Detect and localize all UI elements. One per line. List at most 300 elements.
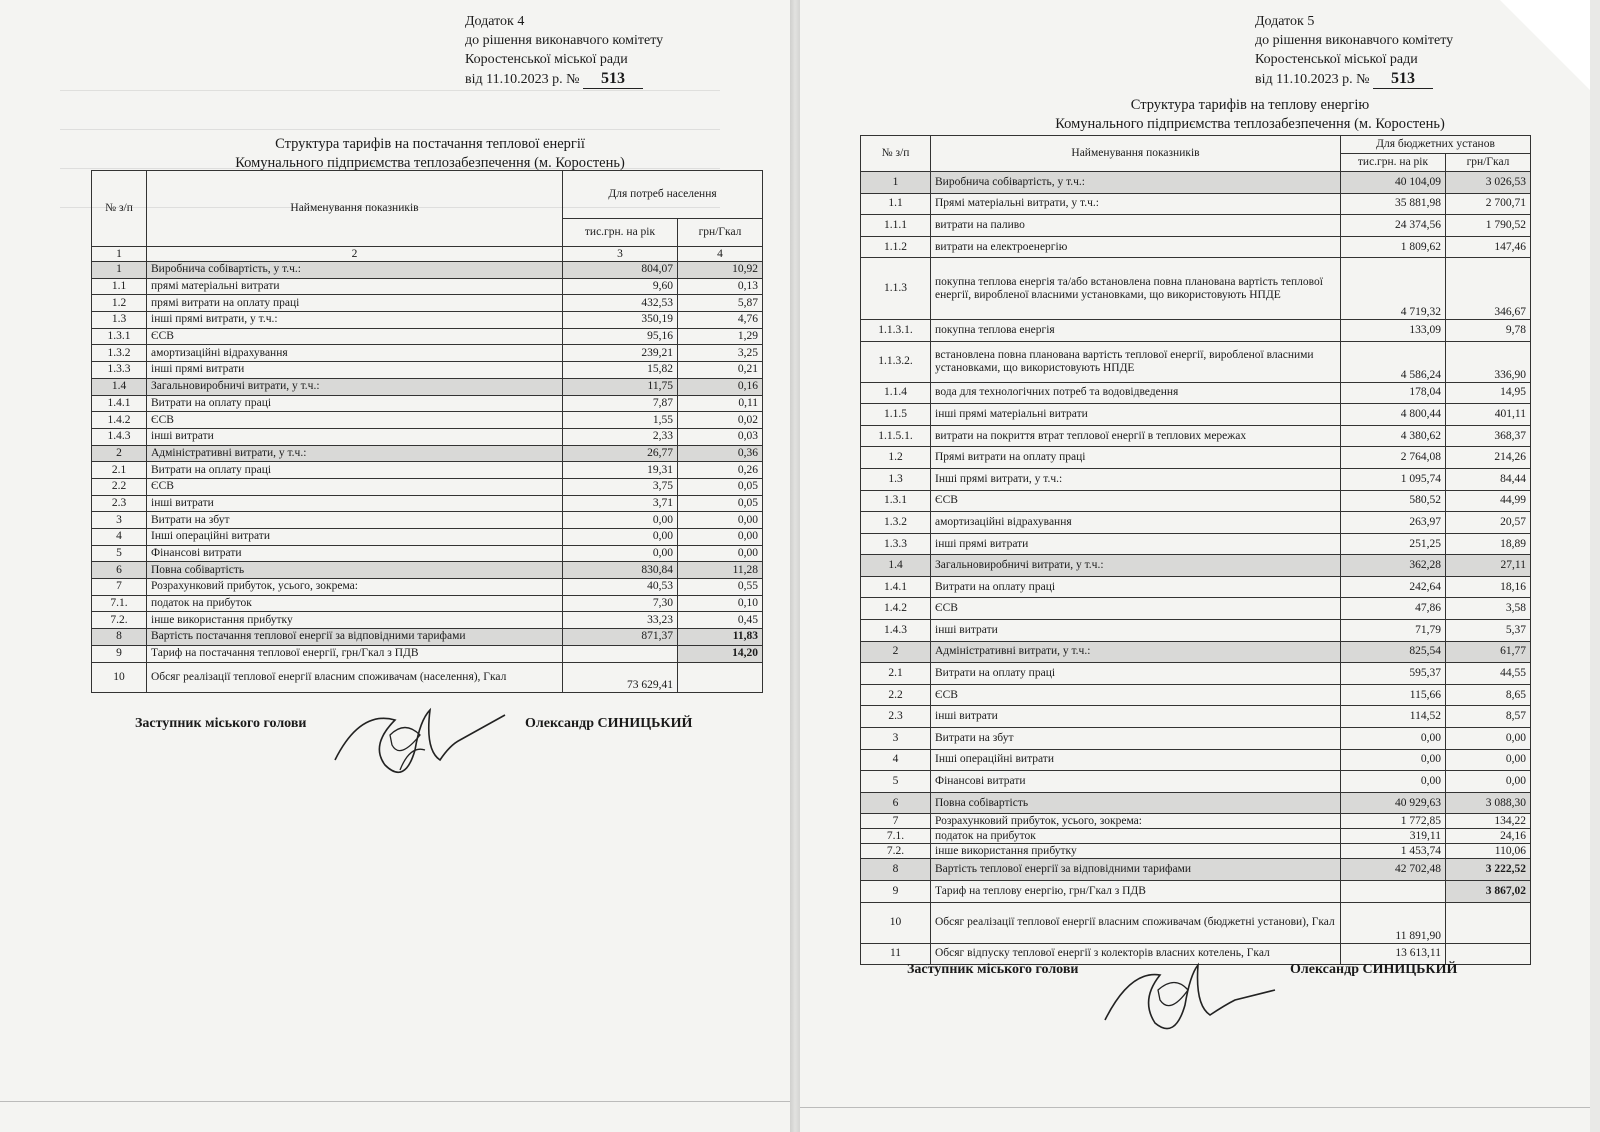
row-value-tis: 40,53 — [563, 579, 678, 596]
row-value-tis: 42 702,48 — [1341, 859, 1446, 881]
appendix-label: Додаток 4 — [465, 14, 525, 29]
row-value-grn: 0,05 — [678, 478, 763, 495]
row-name: витрати на паливо — [931, 215, 1341, 237]
row-value-grn: 1,29 — [678, 328, 763, 345]
row-number: 1.1.3 — [861, 258, 931, 320]
row-number: 6 — [92, 562, 147, 579]
row-value-tis: 0,00 — [563, 529, 678, 546]
row-number: 1.4.1 — [92, 395, 147, 412]
row-value-grn: 20,57 — [1446, 512, 1531, 534]
row-name: Повна собівартість — [931, 792, 1341, 814]
row-value-tis: 133,09 — [1341, 319, 1446, 341]
table-row — [861, 576, 1531, 598]
signature-name: Олександр СИНИЦЬКИЙ — [1290, 962, 1458, 977]
row-value-tis: 33,23 — [563, 612, 678, 629]
row-value-grn: 61,77 — [1446, 641, 1531, 663]
col-header-grn: грн/Гкал — [678, 219, 763, 247]
row-value-tis: 73 629,41 — [563, 662, 678, 692]
title-line2: Комунального підприємства теплозабезпечення (м. Коростень) — [1055, 116, 1445, 132]
row-value-grn — [678, 662, 763, 692]
decision-date: від 11.10.2023 р. № — [1255, 72, 1370, 87]
appendix-line2: до рішення виконавчого комітету — [1255, 33, 1454, 48]
row-value-tis: 1 095,74 — [1341, 468, 1446, 490]
row-value-tis: 178,04 — [1341, 382, 1446, 404]
row-value-tis: 242,64 — [1341, 576, 1446, 598]
row-value-tis: 7,87 — [563, 395, 678, 412]
table-row — [92, 378, 763, 395]
table-row — [92, 428, 763, 445]
row-value-tis: 1,55 — [563, 412, 678, 429]
row-name: Вартість постачання теплової енергії за відповідними тарифами — [147, 629, 563, 646]
row-number: 8 — [92, 629, 147, 646]
row-value-tis: 4 800,44 — [1341, 404, 1446, 426]
row-number: 1.4.2 — [92, 412, 147, 429]
row-name: Обсяг реалізації теплової енергії власним споживачам (населення), Гкал — [147, 662, 563, 692]
row-name: інші прямі витрати, у т.ч.: — [147, 312, 563, 329]
tariff-table-budget — [860, 135, 1531, 965]
table-row — [92, 445, 763, 462]
row-value-tis: 0,00 — [563, 545, 678, 562]
table-row — [92, 545, 763, 562]
row-value-tis: 15,82 — [563, 362, 678, 379]
table-row — [92, 562, 763, 579]
page-fold — [790, 0, 800, 1132]
row-value-tis: 35 881,98 — [1341, 193, 1446, 215]
row-name: Фінансові витрати — [147, 545, 563, 562]
row-name: прямі витрати на оплату праці — [147, 295, 563, 312]
left-page — [0, 0, 790, 1132]
handwritten-signature-left — [330, 690, 510, 790]
title-line2: Комунального підприємства теплозабезпечення (м. Коростень) — [235, 155, 625, 171]
col-index-3: 3 — [563, 247, 678, 262]
col-header-number: № з/п — [92, 171, 147, 247]
row-value-grn: 0,00 — [678, 512, 763, 529]
row-value-grn: 147,46 — [1446, 236, 1531, 258]
row-value-grn: 0,13 — [678, 278, 763, 295]
row-number: 2 — [861, 641, 931, 663]
tariff-table-population — [91, 170, 763, 693]
col-index-4: 4 — [678, 247, 763, 262]
row-number: 1 — [92, 262, 147, 279]
row-name: Виробнича собівартість, у т.ч.: — [931, 172, 1341, 194]
table-row — [92, 512, 763, 529]
row-value-tis: 362,28 — [1341, 555, 1446, 577]
table-row — [92, 595, 763, 612]
table-row — [861, 706, 1531, 728]
row-number: 1 — [861, 172, 931, 194]
row-name: інше використання прибутку — [931, 844, 1341, 859]
table-row — [861, 844, 1531, 859]
row-value-tis: 71,79 — [1341, 620, 1446, 642]
row-value-tis: 11 891,90 — [1341, 902, 1446, 943]
row-name: Витрати на оплату праці — [147, 462, 563, 479]
row-name: Виробнича собівартість, у т.ч.: — [147, 262, 563, 279]
row-value-tis: 804,07 — [563, 262, 678, 279]
row-value-grn: 4,76 — [678, 312, 763, 329]
row-value-tis: 350,19 — [563, 312, 678, 329]
table-row — [861, 620, 1531, 642]
row-value-grn: 44,99 — [1446, 490, 1531, 512]
table-row — [861, 902, 1531, 943]
appendix-label: Додаток 5 — [1255, 14, 1315, 29]
row-number: 1.2 — [861, 447, 931, 469]
table-row — [861, 447, 1531, 469]
title-line1: Структура тарифів на постачання теплової енергії — [275, 136, 585, 152]
row-number: 2.3 — [861, 706, 931, 728]
row-number: 4 — [92, 529, 147, 546]
col-header-number: № з/п — [861, 136, 931, 172]
row-value-tis: 40 929,63 — [1341, 792, 1446, 814]
row-number: 1.4.3 — [92, 428, 147, 445]
folded-corner — [1500, 0, 1590, 90]
row-name: Розрахунковий прибуток, усього, зокрема: — [147, 579, 563, 596]
col-header-group: Для бюджетних установ — [1341, 136, 1531, 154]
row-name: Витрати на оплату праці — [931, 663, 1341, 685]
row-value-grn: 401,11 — [1446, 404, 1531, 426]
row-number: 1.3.1 — [92, 328, 147, 345]
row-name: ЄСВ — [147, 478, 563, 495]
signature-name: Олександр СИНИЦЬКИЙ — [525, 716, 693, 731]
table-row — [861, 829, 1531, 844]
row-value-grn — [1446, 902, 1531, 943]
row-value-tis: 4 719,32 — [1341, 258, 1446, 320]
row-name: Загальновиробничі витрати, у т.ч.: — [147, 378, 563, 395]
row-name: ЄСВ — [931, 490, 1341, 512]
row-value-tis: 7,30 — [563, 595, 678, 612]
row-value-grn: 0,26 — [678, 462, 763, 479]
row-name: інші прямі витрати — [147, 362, 563, 379]
table-row — [92, 362, 763, 379]
row-number: 7 — [861, 814, 931, 829]
row-value-grn: 10,92 — [678, 262, 763, 279]
col-header-group: Для потреб населення — [563, 171, 763, 219]
row-value-tis: 114,52 — [1341, 706, 1446, 728]
row-value-grn: 5,37 — [1446, 620, 1531, 642]
row-value-grn: 24,16 — [1446, 829, 1531, 844]
row-number: 1.1 — [861, 193, 931, 215]
table-row — [861, 814, 1531, 829]
handwritten-signature-right — [1100, 945, 1280, 1045]
row-number: 1.3.3 — [92, 362, 147, 379]
row-value-tis: 9,60 — [563, 278, 678, 295]
row-number: 1.4 — [92, 378, 147, 395]
row-value-tis: 871,37 — [563, 629, 678, 646]
row-number: 1.3 — [861, 468, 931, 490]
row-number: 1.1.3.1. — [861, 319, 931, 341]
col-header-name: Найменування показників — [147, 171, 563, 247]
row-name: Інші прямі витрати, у т.ч.: — [931, 468, 1341, 490]
row-number: 4 — [861, 749, 931, 771]
table-row — [861, 641, 1531, 663]
row-name: Фінансові витрати — [931, 771, 1341, 793]
row-number: 5 — [92, 545, 147, 562]
row-number: 2.1 — [861, 663, 931, 685]
row-number: 2.3 — [92, 495, 147, 512]
row-value-tis: 2,33 — [563, 428, 678, 445]
row-value-grn: 27,11 — [1446, 555, 1531, 577]
signature-role: Заступник міського голови — [135, 716, 307, 731]
row-number: 1.3.3 — [861, 533, 931, 555]
table-row — [861, 382, 1531, 404]
row-value-tis — [563, 645, 678, 662]
row-number: 2.1 — [92, 462, 147, 479]
title-line1: Структура тарифів на теплову енергію — [1130, 97, 1370, 113]
row-name: амортизаційні відрахування — [147, 345, 563, 362]
row-value-grn: 18,89 — [1446, 533, 1531, 555]
row-name: податок на прибуток — [931, 829, 1341, 844]
table-row — [861, 215, 1531, 237]
row-name: інші прямі витрати — [931, 533, 1341, 555]
col-header-grn: грн/Гкал — [1446, 154, 1531, 172]
table-row — [861, 236, 1531, 258]
row-name: Витрати на збут — [931, 728, 1341, 750]
row-name: Розрахунковий прибуток, усього, зокрема: — [931, 814, 1341, 829]
row-value-tis: 11,75 — [563, 378, 678, 395]
row-value-tis: 1 453,74 — [1341, 844, 1446, 859]
row-number: 1.1.3.2. — [861, 341, 931, 382]
row-value-tis: 0,00 — [1341, 728, 1446, 750]
row-number: 2 — [92, 445, 147, 462]
col-index-2: 2 — [147, 247, 563, 262]
row-number: 1.4.1 — [861, 576, 931, 598]
row-value-tis: 24 374,56 — [1341, 215, 1446, 237]
table-row — [861, 749, 1531, 771]
row-number: 1.1.2 — [861, 236, 931, 258]
table-row — [92, 478, 763, 495]
table-row — [92, 529, 763, 546]
row-name: Адміністративні витрати, у т.ч.: — [931, 641, 1341, 663]
table-row — [92, 629, 763, 646]
row-value-grn: 0,00 — [1446, 771, 1531, 793]
row-value-grn: 11,28 — [678, 562, 763, 579]
row-number: 7.2. — [92, 612, 147, 629]
row-number: 1.3 — [92, 312, 147, 329]
row-number: 1.4.2 — [861, 598, 931, 620]
table-row — [861, 792, 1531, 814]
row-value-grn: 14,20 — [678, 645, 763, 662]
row-value-tis: 580,52 — [1341, 490, 1446, 512]
row-name: Загальновиробничі витрати, у т.ч.: — [931, 555, 1341, 577]
row-number: 1.3.1 — [861, 490, 931, 512]
row-value-tis: 26,77 — [563, 445, 678, 462]
table-row — [861, 533, 1531, 555]
row-name: Адміністративні витрати, у т.ч.: — [147, 445, 563, 462]
row-name: покупна теплова енергія — [931, 319, 1341, 341]
row-value-tis: 47,86 — [1341, 598, 1446, 620]
row-value-grn: 368,37 — [1446, 425, 1531, 447]
row-name: Інші операційні витрати — [147, 529, 563, 546]
table-row — [92, 645, 763, 662]
table-row — [92, 312, 763, 329]
decision-date: від 11.10.2023 р. № — [465, 72, 580, 87]
decision-number: 513 — [583, 69, 643, 89]
row-value-tis: 251,25 — [1341, 533, 1446, 555]
appendix-line3: Коростенської міської ради — [1255, 52, 1418, 67]
row-number: 11 — [861, 943, 931, 965]
decision-number: 513 — [1373, 69, 1433, 89]
right-page — [800, 0, 1590, 1132]
table-row — [92, 612, 763, 629]
row-number: 10 — [92, 662, 147, 692]
row-number: 9 — [92, 645, 147, 662]
row-value-tis: 19,31 — [563, 462, 678, 479]
row-value-grn: 3 867,02 — [1446, 881, 1531, 903]
table-row — [861, 598, 1531, 620]
row-name: Витрати на збут — [147, 512, 563, 529]
row-value-tis: 13 613,11 — [1341, 943, 1446, 965]
table-row — [92, 412, 763, 429]
appendix-header — [465, 12, 663, 89]
row-number: 3 — [92, 512, 147, 529]
row-value-grn: 214,26 — [1446, 447, 1531, 469]
row-value-grn: 0,16 — [678, 378, 763, 395]
row-number: 6 — [861, 792, 931, 814]
row-value-grn: 3,25 — [678, 345, 763, 362]
row-name: Тариф на теплову енергію, грн/Гкал з ПДВ — [931, 881, 1341, 903]
row-value-grn: 336,90 — [1446, 341, 1531, 382]
table-row — [861, 319, 1531, 341]
row-value-grn: 14,95 — [1446, 382, 1531, 404]
table-row — [861, 193, 1531, 215]
row-value-grn: 8,65 — [1446, 684, 1531, 706]
row-value-tis: 263,97 — [1341, 512, 1446, 534]
row-name: інші прямі матеріальні витрати — [931, 404, 1341, 426]
row-value-tis — [1341, 881, 1446, 903]
row-number: 2.2 — [92, 478, 147, 495]
row-value-grn: 1 790,52 — [1446, 215, 1531, 237]
row-value-grn: 0,10 — [678, 595, 763, 612]
appendix-line3: Коростенської міської ради — [465, 52, 628, 67]
row-value-grn: 0,03 — [678, 428, 763, 445]
row-value-tis: 595,37 — [1341, 663, 1446, 685]
row-value-grn: 18,16 — [1446, 576, 1531, 598]
table-row — [92, 662, 763, 692]
row-value-grn: 346,67 — [1446, 258, 1531, 320]
col-index-1: 1 — [92, 247, 147, 262]
row-value-grn: 11,83 — [678, 629, 763, 646]
row-value-tis: 4 586,24 — [1341, 341, 1446, 382]
row-number: 1.1 — [92, 278, 147, 295]
row-number: 7.1. — [861, 829, 931, 844]
row-name: інше використання прибутку — [147, 612, 563, 629]
row-number: 1.3.2 — [861, 512, 931, 534]
row-number: 1.1.1 — [861, 215, 931, 237]
row-value-tis: 830,84 — [563, 562, 678, 579]
row-value-tis: 0,00 — [563, 512, 678, 529]
row-number: 1.1.4 — [861, 382, 931, 404]
row-name: Тариф на постачання теплової енергії, грн/Гкал з ПДВ — [147, 645, 563, 662]
row-number: 7.2. — [861, 844, 931, 859]
table-row — [861, 555, 1531, 577]
row-name: Витрати на оплату праці — [931, 576, 1341, 598]
row-value-grn: 2 700,71 — [1446, 193, 1531, 215]
row-number: 1.4.3 — [861, 620, 931, 642]
col-header-tis: тис.грн. на рік — [563, 219, 678, 247]
row-value-grn: 8,57 — [1446, 706, 1531, 728]
table-row — [92, 345, 763, 362]
row-value-grn: 3,58 — [1446, 598, 1531, 620]
row-value-grn: 0,00 — [1446, 728, 1531, 750]
row-number: 1.2 — [92, 295, 147, 312]
row-name: ЄСВ — [931, 598, 1341, 620]
row-value-grn: 134,22 — [1446, 814, 1531, 829]
table-row — [92, 495, 763, 512]
table-row — [861, 404, 1531, 426]
row-value-tis: 432,53 — [563, 295, 678, 312]
row-number: 3 — [861, 728, 931, 750]
row-value-grn: 9,78 — [1446, 319, 1531, 341]
row-number: 10 — [861, 902, 931, 943]
table-row — [861, 172, 1531, 194]
table-row — [861, 425, 1531, 447]
row-value-grn: 0,00 — [1446, 749, 1531, 771]
table-row — [861, 490, 1531, 512]
row-name: Витрати на оплату праці — [147, 395, 563, 412]
row-name: ЄСВ — [147, 328, 563, 345]
row-number: 7.1. — [92, 595, 147, 612]
document-title — [960, 96, 1540, 134]
row-name: інші витрати — [931, 620, 1341, 642]
row-value-grn: 3 026,53 — [1446, 172, 1531, 194]
table-row — [861, 684, 1531, 706]
row-value-grn: 84,44 — [1446, 468, 1531, 490]
row-name: Прямі витрати на оплату праці — [931, 447, 1341, 469]
row-value-grn — [1446, 943, 1531, 965]
row-value-grn: 5,87 — [678, 295, 763, 312]
row-name: покупна теплова енергія та/або встановлена повна планована вартість теплової енергії, виробленої власними установками, що використовують НПДЕ — [931, 258, 1341, 320]
table-row — [861, 468, 1531, 490]
row-name: ЄСВ — [147, 412, 563, 429]
signature-role: Заступник міського голови — [907, 962, 1079, 977]
row-value-grn: 0,45 — [678, 612, 763, 629]
table-row — [861, 771, 1531, 793]
table-row — [861, 258, 1531, 320]
row-name: прямі матеріальні витрати — [147, 278, 563, 295]
row-name: інші витрати — [147, 428, 563, 445]
row-number: 1.1.5.1. — [861, 425, 931, 447]
page-edge-line — [0, 1101, 790, 1102]
row-name: амортизаційні відрахування — [931, 512, 1341, 534]
row-value-tis: 319,11 — [1341, 829, 1446, 844]
row-number: 7 — [92, 579, 147, 596]
table-row — [861, 881, 1531, 903]
row-value-grn: 110,06 — [1446, 844, 1531, 859]
page-edge-line — [800, 1107, 1590, 1108]
row-number: 2.2 — [861, 684, 931, 706]
row-value-tis: 239,21 — [563, 345, 678, 362]
table-row — [861, 859, 1531, 881]
row-value-tis: 1 772,85 — [1341, 814, 1446, 829]
row-number: 8 — [861, 859, 931, 881]
row-value-grn: 0,02 — [678, 412, 763, 429]
row-name: Обсяг відпуску теплової енергії з колекторів власних котелень, Гкал — [931, 943, 1341, 965]
row-name: податок на прибуток — [147, 595, 563, 612]
row-value-tis: 95,16 — [563, 328, 678, 345]
row-value-tis: 0,00 — [1341, 771, 1446, 793]
row-value-grn: 3 222,52 — [1446, 859, 1531, 881]
row-value-tis: 1 809,62 — [1341, 236, 1446, 258]
row-name: Обсяг реалізації теплової енергії власним споживачам (бюджетні установи), Гкал — [931, 902, 1341, 943]
row-value-tis: 3,71 — [563, 495, 678, 512]
row-value-tis: 115,66 — [1341, 684, 1446, 706]
row-value-grn: 44,55 — [1446, 663, 1531, 685]
row-number: 1.3.2 — [92, 345, 147, 362]
table-row — [92, 579, 763, 596]
row-value-grn: 0,55 — [678, 579, 763, 596]
row-name: Повна собівартість — [147, 562, 563, 579]
row-name: інші витрати — [931, 706, 1341, 728]
row-value-tis: 0,00 — [1341, 749, 1446, 771]
